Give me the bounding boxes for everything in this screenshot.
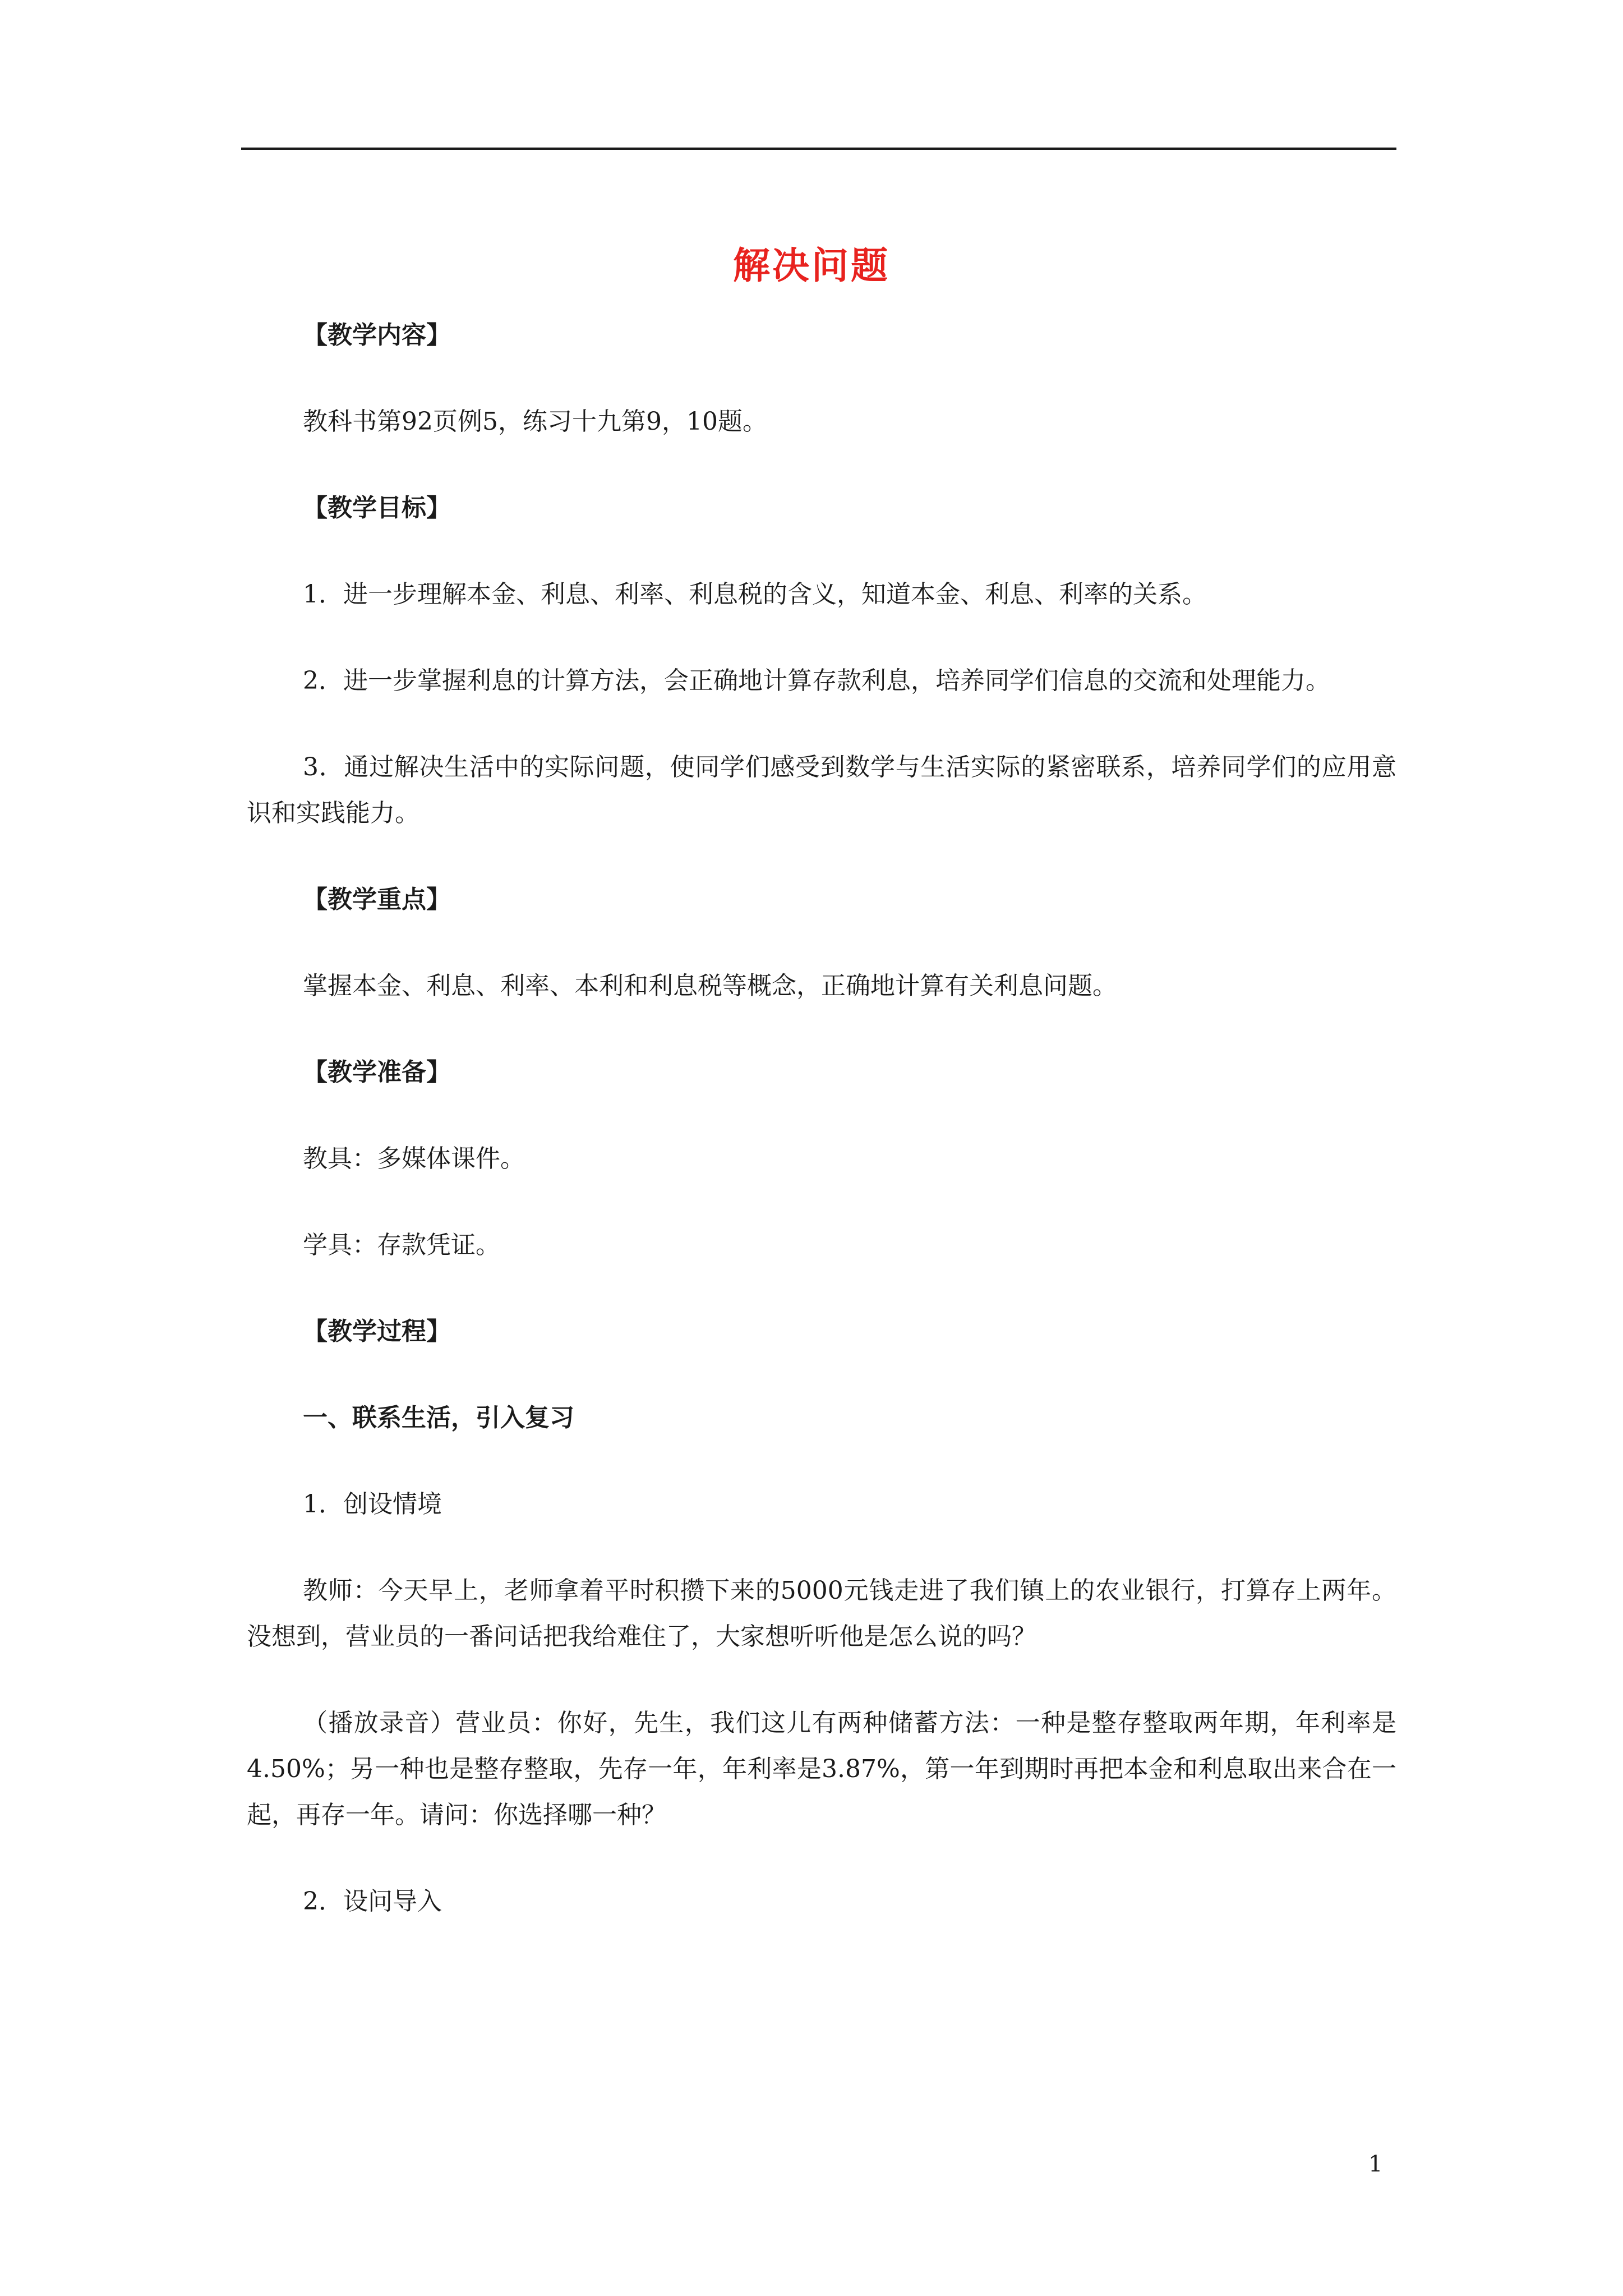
page-number: 1: [1368, 2151, 1383, 2177]
paragraph-teaching-aids: 教具：多媒体课件。: [303, 1144, 525, 1173]
paragraph-learning-aids: 学具：存款凭证。: [303, 1231, 500, 1259]
paragraph-textbook-reference: 教科书第92页例5，练习十九第9，10题。: [303, 407, 767, 436]
section-heading-key-points: 【教学重点】: [303, 885, 451, 914]
step-heading-scenario: 1．创设情境: [303, 1490, 442, 1519]
objective-item-1: 1．进一步理解本金、利息、利率、利息税的含义，知道本金、利息、利率的关系。: [303, 580, 1207, 609]
objective-item-3: 3．通过解决生活中的实际问题，使同学们感受到数学与生活实际的紧密联系，培养同学们的应用意识和实践能力。: [247, 753, 1396, 827]
paragraph-key-points: 掌握本金、利息、利率、本利和利息税等概念，正确地计算有关利息问题。: [303, 972, 1117, 1000]
section-heading-objectives: 【教学目标】: [303, 494, 451, 522]
paragraph-recording: （播放录音）营业员：你好，先生，我们这儿有两种储蓄方法：一种是整存整取两年期，年利率是4.50%；另一种也是整存整取，先存一年，年利率是3.87%，第一年到期时再把本金和利息取出来合在一起，再存一年。请问：你选择哪一种？: [247, 1709, 1396, 1829]
header-rule: [241, 148, 1396, 150]
section-heading-content: 【教学内容】: [303, 321, 451, 349]
paragraph-teacher-scenario: 教师：今天早上，老师拿着平时积攒下来的5000元钱走进了我们镇上的农业银行，打算存上两年。没想到，营业员的一番问话把我给难住了，大家想听听他是怎么说的吗？: [247, 1576, 1396, 1651]
subsection-heading-intro: 一、联系生活，引入复习: [303, 1404, 574, 1432]
document-body: [247, 319, 1396, 1971]
section-heading-preparation: 【教学准备】: [303, 1058, 451, 1087]
step-heading-questions: 2．设问导入: [303, 1887, 442, 1916]
objective-item-2: 2．进一步掌握利息的计算方法，会正确地计算存款利息，培养同学们信息的交流和处理能力。: [303, 666, 1330, 695]
document-title: 解决问题: [733, 243, 890, 287]
section-heading-process: 【教学过程】: [303, 1317, 451, 1346]
